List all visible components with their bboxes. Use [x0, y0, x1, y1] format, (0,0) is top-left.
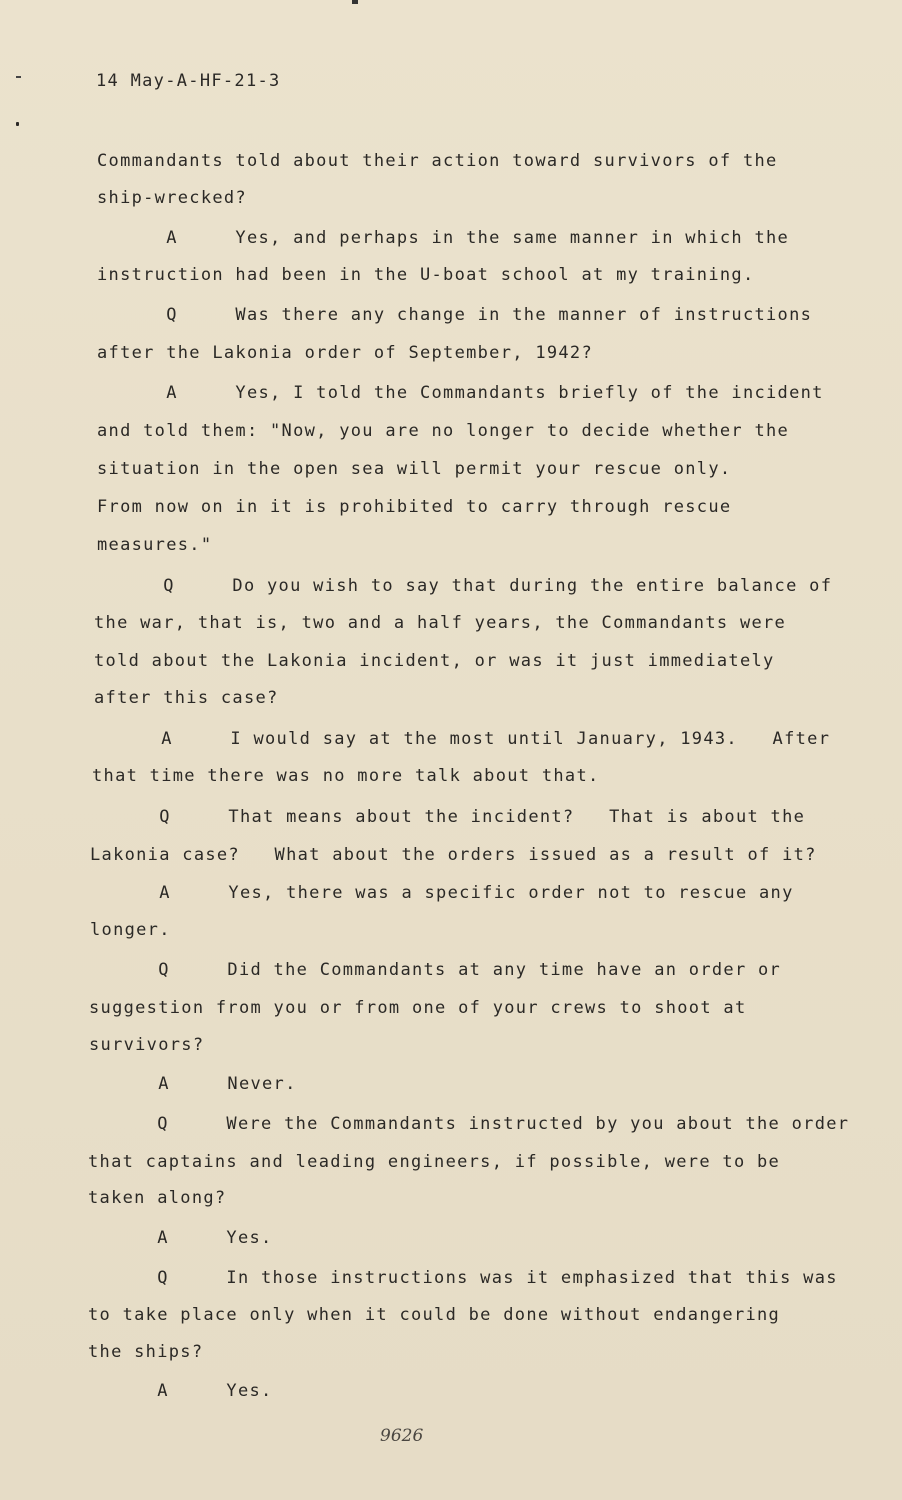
document-header: 14 May-A-HF-21-3: [96, 71, 281, 91]
text-line: Q In those instructions was it emphasized that this was: [88, 1268, 838, 1288]
text-line: A I would say at the most until January, 1943. After: [92, 729, 831, 749]
text-line: situation in the open sea will permit your rescue only.: [97, 459, 732, 479]
text-line: Q Was there any change in the manner of instructions: [97, 305, 813, 325]
text-line: Q Do you wish to say that during the entire balance of: [94, 576, 833, 596]
margin-tick: [16, 76, 21, 78]
text-line: that time there was no more talk about that.: [92, 766, 600, 786]
text-line: and told them: "Now, you are no longer to decide whether the: [97, 421, 790, 441]
text-line: told about the Lakonia incident, or was it just immediately: [94, 651, 775, 671]
margin-dot: [16, 122, 19, 126]
text-line: A Yes, I told the Commandants briefly of the incident: [97, 383, 824, 403]
text-line: survivors?: [89, 1035, 205, 1055]
text-line: From now on in it is prohibited to carry through rescue: [97, 497, 732, 517]
text-line: A Yes, and perhaps in the same manner in which the: [97, 228, 790, 248]
text-line: after the Lakonia order of September, 1942?: [97, 343, 593, 363]
punch-mark: [352, 0, 358, 4]
text-line: instruction had been in the U-boat school at my training.: [97, 265, 755, 285]
page-number: 9626: [380, 1426, 424, 1446]
text-line: taken along?: [88, 1188, 227, 1208]
text-line: ship-wrecked?: [97, 188, 247, 208]
text-line: A Yes.: [88, 1228, 273, 1248]
text-line: A Never.: [89, 1074, 297, 1094]
text-line: Commandants told about their action toward survivors of the: [97, 151, 778, 171]
text-line: Lakonia case? What about the orders issued as a result of it?: [90, 845, 817, 865]
text-line: the ships?: [88, 1342, 204, 1362]
text-line: suggestion from you or from one of your crews to shoot at: [89, 998, 747, 1018]
text-line: Q Did the Commandants at any time have an order or: [89, 960, 782, 980]
text-line: to take place only when it could be done without endangering: [88, 1305, 781, 1325]
text-line: after this case?: [94, 688, 279, 708]
text-line: that captains and leading engineers, if possible, were to be: [88, 1152, 781, 1172]
text-line: measures.": [97, 535, 213, 555]
text-line: A Yes.: [88, 1381, 273, 1401]
text-line: the war, that is, two and a half years, the Commandants were: [94, 613, 787, 633]
text-line: Q That means about the incident? That is about the: [90, 807, 806, 827]
text-line: A Yes, there was a specific order not to rescue any: [90, 883, 794, 903]
text-line: longer.: [90, 920, 171, 940]
text-line: Q Were the Commandants instructed by you about the order: [88, 1114, 850, 1134]
